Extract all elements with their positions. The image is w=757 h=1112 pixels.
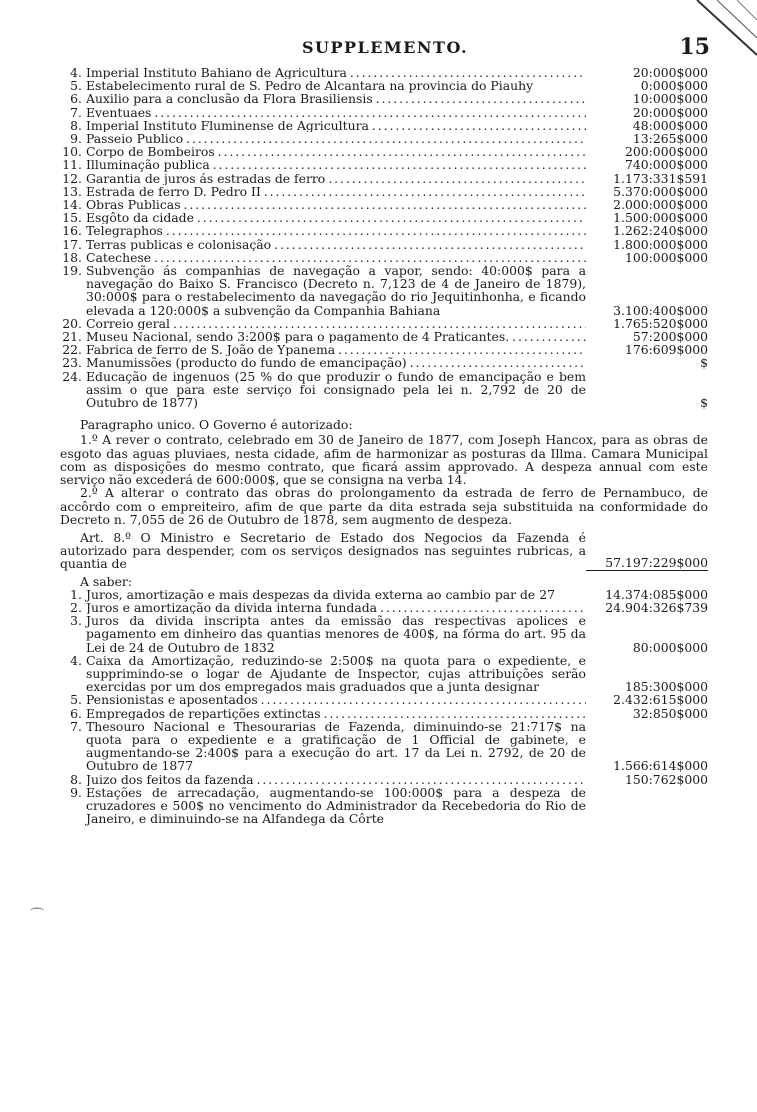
list-item (60, 707, 708, 720)
item-text: Auxilio para a conclusão da Flora Brasiliensis . . . (86, 92, 586, 105)
item-amount: 1.800:000$000 (613, 236, 708, 252)
item-amount: 740:000$000 (624, 157, 708, 173)
item-text: Juros da divida inscripta antes da emissão das respectivas apolices e pagamento em dinheiro das quantias menores de 400$, na fórma do art. 95 da Lei de 24 de Outubro de 1832 (86, 613, 586, 655)
item-text: Illuminação publica . . . (86, 158, 586, 171)
list-item (60, 330, 708, 343)
list-item (60, 693, 708, 706)
item-number: 24. (62, 368, 82, 384)
item-number: 2. (70, 599, 82, 615)
item-amount: 13:265$000 (632, 131, 708, 147)
item-amount: 150:762$000 (624, 771, 708, 787)
item-number: 21. (62, 329, 82, 345)
item-amount: 2.432:615$000 (613, 692, 708, 708)
item-amount: 176:609$000 (624, 342, 708, 358)
list-item (60, 773, 708, 786)
item-number: 14. (62, 197, 82, 213)
item-number: 16. (62, 223, 82, 239)
item-amount: 3.100:400$000 (613, 302, 708, 318)
list-item (60, 356, 708, 369)
art8-paragraph (60, 531, 708, 571)
list-item (60, 238, 708, 251)
item-number: 7. (70, 718, 82, 734)
item-amount: 24.904:326$739 (605, 599, 708, 615)
item-amount: 32:850$000 (632, 705, 708, 721)
item-text: Catechese . . . (86, 251, 586, 264)
paragrapho-label: Paragrapho unico. O Governo é autorizado: (80, 417, 353, 433)
item-number: 7. (70, 104, 82, 120)
item-text: Obras Publicas . . . (86, 198, 586, 211)
art8-total: 57.197:229$000 (586, 556, 708, 570)
item-amount: 20:000$000 (632, 65, 708, 80)
list-item (60, 132, 708, 145)
item-number: 5. (70, 692, 82, 708)
item-text: Thesouro Nacional e Thesourarias de Fazenda, diminuindo-se 21:717$ na quota para o expediente e a gratificação de 1 Official de gabinete, e augmentando-se 2:400$ para a execução do art. 17 da Lei n. 2792, de 20 de Outubro de 1877 (86, 718, 586, 774)
item-text: Educação de ingenuos (25 % do que produzir o fundo de emancipação e bem assim o que para este serviço foi consignado pela lei n. 2,792 de 20 de Outubro de 1877) (86, 368, 586, 411)
item-amount: 20:000$000 (632, 104, 708, 120)
item-number: 1. (70, 586, 82, 602)
paragrapho-item-2: 2.º A alterar o contrato das obras do prolongamento da estrada de ferro de Pernambuco, de accôrdo com o empreiteiro, afim de que parte da dita estrada seja substituida na conformidade do Decreto n. 7,055 de 26 de Outubro de 1878, sem augmento de despeza. (60, 485, 708, 527)
item-text: Telegraphos . . . (86, 224, 586, 237)
item-number: 5. (70, 78, 82, 94)
item-amount: 1.262:240$000 (613, 223, 708, 239)
list-item (60, 198, 708, 211)
item-number: 8. (70, 771, 82, 787)
item-amount: 5.370:000$000 (613, 183, 708, 199)
item-text: Eventuaes . . . (86, 106, 586, 119)
page-body (60, 66, 708, 825)
item-text: Terras publicas e colonisação . . . (86, 238, 586, 251)
page-header (60, 34, 710, 60)
item-amount: 80:000$000 (632, 639, 708, 655)
item-text: Subvenção ás companhias de navegação a vapor, sendo: 40:000$ para a navegação do Baixo S. Francisco (Decreto n. 7,123 de 4 de Janeiro de 1879), 30:000$ para o restabelecimento da navegação do rio Jequitinhonha, e ficando elevada a 120:000$ a subvenção da Companhia Bahiana (86, 263, 586, 318)
list-item (60, 317, 708, 330)
item-number: 10. (62, 144, 82, 160)
item-text: Garantia de juros ás estradas de ferro . . . (86, 172, 586, 185)
list-item (60, 786, 708, 826)
item-text: Manumissões (producto do fundo de emancipação) . . . (86, 356, 586, 369)
item-amount: 48:000$000 (632, 117, 708, 133)
list-item (60, 370, 708, 410)
item-amount: 1.566:614$000 (613, 758, 708, 774)
item-text: Esgôto da cidade . . . (86, 211, 586, 224)
item-amount: 200:000$000 (624, 144, 708, 160)
item-amount: 14.374:085$000 (605, 586, 708, 602)
item-amount: 10:000$000 (632, 91, 708, 107)
item-amount: 57:200$000 (632, 329, 708, 345)
item-number: 15. (62, 210, 82, 226)
item-number: 20. (62, 315, 82, 331)
running-title: SUPPLEMENTO. (301, 38, 469, 57)
item-number: 4. (70, 652, 82, 668)
list-item (60, 343, 708, 356)
item-amount: 1.500:000$000 (613, 210, 708, 226)
item-amount: 0:000$000 (640, 78, 708, 94)
item-number: 22. (62, 342, 82, 358)
item-amount: 2.000:000$000 (613, 197, 708, 213)
list-item (60, 264, 708, 317)
item-text: Corpo de Bombeiros . . . (86, 145, 586, 158)
item-number: 6. (70, 705, 82, 721)
item-text: Passeio Publico . . . (86, 132, 586, 145)
margin-annotation-mark: ⌒ (30, 908, 44, 924)
item-text: Estrada de ferro D. Pedro II . . . (86, 185, 586, 198)
item-text: Museu Nacional, sendo 3:200$ para o pagamento de 4 Praticantes. . . . (86, 330, 586, 343)
item-amount: 100:000$000 (624, 249, 708, 265)
list-item (60, 158, 708, 171)
item-amount: $ (700, 395, 708, 411)
item-number: 17. (62, 236, 82, 252)
list-item (60, 92, 708, 105)
item-number: 12. (62, 170, 82, 186)
item-number: 11. (62, 157, 82, 173)
page-number: 15 (679, 34, 710, 60)
list-item (60, 614, 708, 654)
item-text: Juros, amortização e mais despezas da divida externa ao cambio par de 27 (86, 586, 555, 602)
item-amount: 1.173:331$591 (613, 170, 708, 186)
item-number: 6. (70, 91, 82, 107)
item-amount: 185:300$000 (624, 679, 708, 695)
list-item (60, 654, 708, 694)
item-text: Juros e amortização da divida interna fundada . . . (86, 601, 586, 614)
item-amount: 1.765:520$000 (613, 315, 708, 331)
item-text: Correio geral . . . (86, 317, 586, 330)
item-number: 13. (62, 183, 82, 199)
list-item (60, 224, 708, 237)
item-text: Fabrica de ferro de S. João de Ypanema . . . (86, 343, 586, 356)
item-number: 9. (70, 784, 82, 800)
item-text: Imperial Instituto Fluminense de Agricultura . . . (86, 119, 586, 132)
list-item (60, 145, 708, 158)
item-number: 18. (62, 249, 82, 265)
item-number: 23. (62, 355, 82, 371)
list-item (60, 588, 708, 601)
item-text: Pensionistas e aposentados . . . (86, 693, 586, 706)
item-number: 9. (70, 131, 82, 147)
item-number: 4. (70, 65, 82, 80)
item-text: Juizo dos feitos da fazenda . . . (86, 773, 586, 786)
item-text: Estações de arrecadação, augmentando-se 100:000$ para a despeza de cruzadores e 500$ no vencimento do Administrador da Recebedoria do Rio de Janeiro, e diminuindo-se na Alfandega da Côrte (86, 784, 586, 827)
item-number: 8. (70, 117, 82, 133)
a-saber-label: A saber: (80, 573, 132, 589)
paragrapho-item-1: 1.º A rever o contrato, celebrado em 30 de Janeiro de 1877, com Joseph Hancox, para as obras de esgoto das aguas pluviaes, nesta cidade, afim de harmonizar as posturas da Illma. Camara Municipal com as disposições do mesmo contrato, que ficará assim approvado. A despeza annual com este serviço não excederá de 600:000$, que se consigna na verba 14. (60, 432, 708, 488)
art8-text: Art. 8.º O Ministro e Secretario de Estado dos Negocios da Fazenda é autorizado para despender, com os serviços designados nas seguintes rubricas, a quantia de (60, 529, 586, 572)
list-item (60, 172, 708, 185)
list-item (60, 720, 708, 773)
item-text: Caixa da Amortização, reduzindo-se 2:500$ na quota para o expediente, e supprimindo-se o logar de Ajudante de Inspector, cujas attribuições serão exercidas por um dos empregados mais graduados que a junta designar (86, 652, 586, 695)
list-item (60, 211, 708, 224)
list-item (60, 119, 708, 132)
list-item (60, 185, 708, 198)
item-number: 19. (62, 263, 82, 279)
item-text: Imperial Instituto Bahiano de Agricultura . . . (86, 66, 586, 79)
item-text: Empregados de repartições extinctas . . . (86, 707, 586, 720)
list-item (60, 106, 708, 119)
list-item (60, 79, 708, 92)
item-amount: $ (700, 355, 708, 371)
item-text: Estabelecimento rural de S. Pedro de Alcantara na provincia do Piauhy (86, 78, 534, 94)
item-number: 3. (70, 613, 82, 629)
